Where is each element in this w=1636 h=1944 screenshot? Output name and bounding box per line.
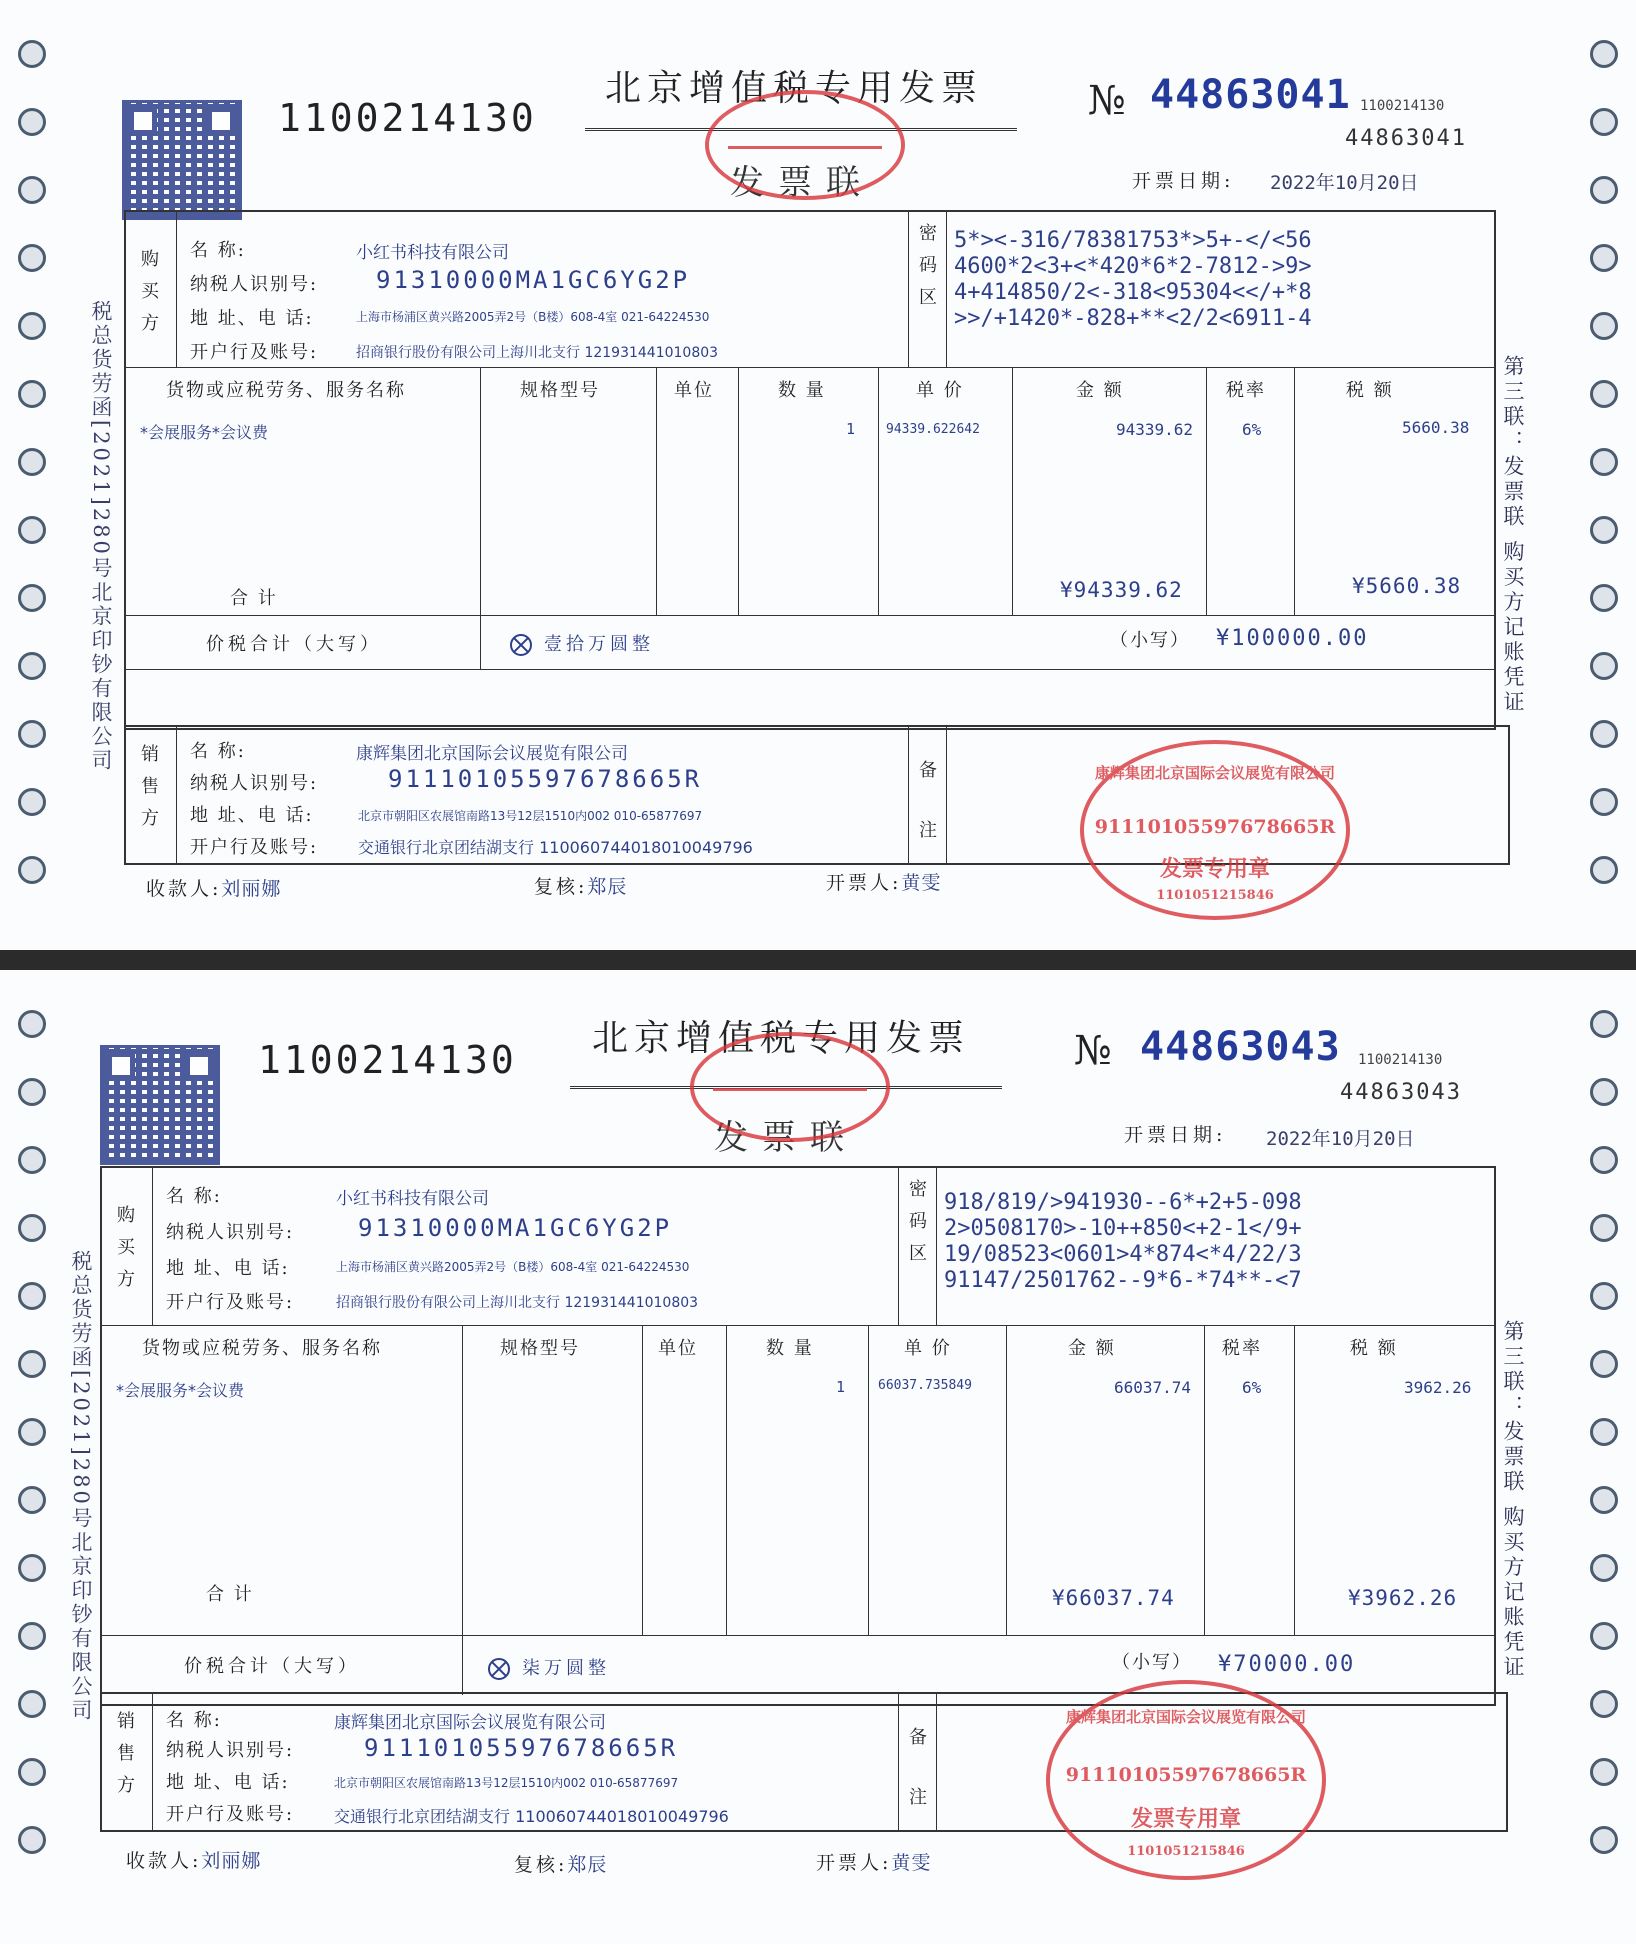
feed-hole-icon [1590,1622,1618,1650]
seller-address: 北京市朝阳区农展馆南路13号12层1510内002 010-65877697 [334,1776,679,1790]
buyer-bank: 招商银行股份有限公司上海川北支行 121931441010803 [356,345,719,361]
total-amount: ¥94339.62 [1060,578,1183,602]
payee: 收款人:刘丽娜 [126,1850,262,1872]
item-qty: 1 [836,1378,846,1396]
feed-hole-icon [1590,244,1618,272]
col-spec: 规格型号 [520,380,600,401]
invoice-1 [0,0,1636,950]
seller-name: 康辉集团北京国际会议展览有限公司 [356,744,628,764]
seal-rule [728,146,882,149]
col-tax: 税 额 [1346,380,1394,401]
issue-date: 2022年10月20日 [1266,1128,1415,1150]
qr-code-icon [122,100,242,220]
feed-hole-icon [18,108,46,136]
feed-hole-icon [1590,1350,1618,1378]
total-tax: ¥5660.38 [1352,574,1462,598]
item-rate: 6% [1242,420,1262,439]
feed-hole-icon [1590,584,1618,612]
seal-text: 911101055976786​65R [1094,816,1336,838]
seller-name: 康辉集团北京国际会议展览有限公司 [334,1713,606,1733]
grand-total-label: 价税合计（大写） [206,634,382,655]
cipher-line: >>/+1420*-828+**<2/2<6911-4 [954,306,1312,331]
item-tax: 5660.38 [1402,418,1470,437]
seal-text: 发票专用章 [1159,856,1270,882]
small-code: 1100214130 [1360,98,1445,114]
seller-tax-id: 911101055976786​65R [364,1734,679,1762]
feed-hole-icon [18,1486,46,1514]
seal-text: 110105121584​6 [1127,1844,1245,1859]
feed-hole-icon [1590,380,1618,408]
issuer: 开票人:黄雯 [826,872,942,894]
feed-hole-icon [18,1690,46,1718]
invoice-subtitle: 发票联 [714,1118,858,1158]
item-name: *会展服务*会议费 [140,423,269,442]
col-rate: 税率 [1222,1338,1262,1359]
seal-text: 发票专用章 [1130,1806,1241,1832]
issuer: 开票人:黄雯 [816,1852,932,1874]
column-rule [1206,367,1207,615]
buyer-taxid-label: 纳税人识别号: [166,1222,295,1243]
col-qty: 数 量 [766,1338,814,1359]
column-rule [946,212,947,367]
feed-hole-icon [18,1826,46,1854]
item-name: *会展服务*会议费 [116,1381,245,1400]
tax-bureau-seal-icon [690,1032,890,1142]
feed-hole-icon [1590,720,1618,748]
cipher-zone [944,1190,1302,1294]
feed-hole-icon [1590,1146,1618,1174]
feed-hole-icon [1590,1418,1618,1446]
buyer-section-label: 购买方 [117,1205,135,1290]
seller-bank-label: 开户行及账号: [190,837,319,858]
column-rule [642,1325,643,1635]
item-amount: 66037.74 [1114,1378,1192,1397]
invoice-code: 1100214130 [278,96,537,140]
column-rule [868,1325,869,1635]
feed-hole-icon [18,1078,46,1106]
footer-label: 开票人: [816,1852,892,1874]
feed-hole-icon [1590,1826,1618,1854]
seller-name-label: 名 称: [190,741,246,762]
feed-hole-icon [18,1282,46,1310]
total-label: 合 计 [206,1584,254,1605]
qr-code-icon [100,1045,220,1165]
small-code: 1100214130 [1358,1052,1443,1068]
column-rule [462,1635,463,1695]
column-rule [480,367,481,615]
seller-section-label: 销售方 [141,744,159,829]
seal-text: 110105121584​6 [1156,888,1274,903]
column-rule [480,615,481,669]
payee: 收款人:刘丽娜 [146,878,282,900]
grand-total-words: 柒万圆整 [488,1654,610,1680]
buyer-address: 上海市杨浦区黄兴路2005弄2号（B楼）608-4室 021-64224530 [336,1260,690,1274]
buyer-taxid-label: 纳税人识别号: [190,274,319,295]
footer-label: 收款人: [146,878,222,900]
feed-hole-icon [1590,1282,1618,1310]
seller-section-label: 销售方 [117,1711,135,1796]
buyer-tax-id: 91310000MA1GC6YG2P [376,266,691,294]
cross-circle-icon [488,1658,510,1680]
col-name: 货物或应税劳务、服务名称 [142,1338,382,1359]
remark-label: 备注 [909,1727,927,1808]
no-mark: № [1074,1028,1112,1074]
buyer-bank: 招商银行股份有限公司上海川北支行 121931441010803 [336,1295,699,1311]
column-rule [878,367,879,615]
feed-hole-icon [18,40,46,68]
seller-bank: 交通银行北京团结湖支行 110060744018010049796 [334,1807,729,1826]
column-rule [462,1325,463,1635]
feed-hole-icon [1590,108,1618,136]
cipher-line: 918/819/>941930--6*+2+5-098 [944,1190,1302,1215]
footer-label: 开票人: [826,872,902,894]
feed-hole-icon [18,1214,46,1242]
footer-label: 复核: [514,1854,568,1876]
row-rule [102,1635,1494,1636]
column-rule [656,367,657,615]
buyer-address-label: 地 址、电 话: [166,1258,290,1279]
cipher-line: 4+414850/2<-318<95304<</+*8 [954,280,1312,305]
column-rule [898,1168,899,1325]
tractor-holes-right [1584,40,1624,910]
col-unit: 单位 [658,1338,698,1359]
seller-taxid-label: 纳税人识别号: [166,1740,295,1761]
printer-note: 税总货劳函[2021]280号北京印钞有限公司 [69,1250,93,1723]
date-label: 开票日期: [1124,1124,1227,1146]
col-price: 单 价 [916,380,964,401]
feed-hole-icon [1590,652,1618,680]
seller-address-label: 地 址、电 话: [190,805,314,826]
feed-hole-icon [1590,1486,1618,1514]
buyer-address: 上海市杨浦区黄兴路2005弄2号（B楼）608-4室 021-64224530 [356,310,710,324]
tax-bureau-seal-icon [705,90,905,200]
buyer-name: 小红书科技有限公司 [356,243,509,263]
col-tax: 税 额 [1350,1338,1398,1359]
column-rule [1204,1325,1205,1635]
column-rule [946,727,947,863]
copy-note: 第三联：发票联 购买方记账凭证 [1501,355,1525,716]
invoice-table [100,1166,1496,1706]
feed-hole-icon [1590,312,1618,340]
feed-hole-icon [18,856,46,884]
col-rate: 税率 [1226,380,1266,401]
feed-hole-icon [18,1622,46,1650]
feed-hole-icon [1590,40,1618,68]
issue-date: 2022年10月20日 [1270,172,1419,194]
seller-bank-label: 开户行及账号: [166,1804,295,1825]
seal-text: 康辉集团北京国际会议展览有限公司 [1094,764,1335,782]
feed-hole-icon [1590,516,1618,544]
column-rule [738,367,739,615]
column-rule [908,212,909,367]
seal-rule [713,1088,867,1091]
item-qty: 1 [846,420,856,438]
tractor-holes-left [12,40,52,910]
item-rate: 6% [1242,1378,1262,1397]
invoice-title: 北京增值税专用发票 [592,1018,971,1059]
item-tax: 3962.26 [1404,1378,1472,1397]
cipher-line: 2>0508170>-10++850<+2-1</9+ [944,1216,1302,1241]
buyer-address-label: 地 址、电 话: [190,308,314,329]
feed-hole-icon [18,1554,46,1582]
feed-hole-icon [18,652,46,680]
grand-total-label: 价税合计（大写） [184,1656,360,1677]
column-rule [908,727,909,863]
cipher-line: 4600*2<3+<*420*6*2-7812->9> [954,254,1312,279]
feed-hole-icon [18,1146,46,1174]
row-rule [126,615,1494,616]
feed-hole-icon [18,1418,46,1446]
tractor-holes-left [12,1010,52,1904]
invoice-number: 44863043 [1140,1024,1341,1070]
seller-tax-id: 911101055976786​65R [388,765,703,793]
feed-hole-icon [18,1350,46,1378]
small-number: 44863041 [1345,126,1467,151]
invoice-subtitle: 发票联 [730,163,874,203]
grand-total-small: ¥100000.00 [1216,626,1369,651]
feed-hole-icon [18,244,46,272]
buyer-tax-id: 91310000MA1GC6YG2P [358,1214,673,1242]
column-rule [1294,1325,1295,1635]
feed-hole-icon [1590,1758,1618,1786]
item-price: 66037.735849 [878,1378,972,1393]
feed-hole-icon [1590,1554,1618,1582]
column-rule [1294,367,1295,615]
row-rule [126,669,1494,670]
cipher-label: 密码区 [919,223,937,308]
grand-total-small: ¥70000.00 [1218,1652,1356,1677]
cross-circle-icon [510,634,532,656]
feed-hole-icon [1590,856,1618,884]
footer-label: 收款人: [126,1850,202,1872]
feed-hole-icon [18,1010,46,1038]
column-rule [898,1694,899,1830]
feed-hole-icon [18,516,46,544]
invoice-seal-icon [1080,740,1350,920]
buyer-bank-label: 开户行及账号: [166,1292,295,1313]
col-price: 单 价 [904,1338,952,1359]
grand-total-words: 壹拾万圆整 [510,630,654,656]
feed-hole-icon [18,584,46,612]
small-number: 44863043 [1340,1080,1462,1105]
invoice-code: 1100214130 [258,1038,517,1082]
buyer-name: 小红书科技有限公司 [336,1189,489,1209]
seller-address: 北京市朝阳区农展馆南路13号12层1510内002 010-65877697 [358,809,703,823]
feed-hole-icon [1590,1078,1618,1106]
total-amount: ¥66037.74 [1052,1586,1175,1610]
seller-bank: 交通银行北京团结湖支行 110060744018010049796 [358,838,753,857]
feed-hole-icon [18,1758,46,1786]
grand-small-label: （小写） [1110,630,1190,651]
feed-hole-icon [1590,1214,1618,1242]
feed-hole-icon [1590,176,1618,204]
printer-note: 税总货劳函[2021]280号北京印钞有限公司 [89,300,113,773]
buyer-name-label: 名 称: [190,240,246,261]
feed-hole-icon [18,312,46,340]
column-rule [936,1168,937,1325]
column-rule [152,1694,153,1830]
column-rule [176,727,177,863]
footer-label: 复核: [534,876,588,898]
reviewer: 复核:郑辰 [534,876,628,898]
date-label: 开票日期: [1132,170,1235,192]
no-mark: № [1088,78,1126,124]
col-qty: 数 量 [778,380,826,401]
col-amount: 金 额 [1076,380,1124,401]
col-amount: 金 额 [1068,1338,1116,1359]
item-price: 94339.622642 [886,422,980,437]
tractor-holes-right [1584,1010,1624,1904]
seller-taxid-label: 纳税人识别号: [190,773,319,794]
grand-small-label: （小写） [1112,1652,1192,1673]
column-rule [1012,367,1013,615]
seal-text: 康辉集团北京国际会议展览有限公司 [1065,1708,1306,1726]
seller-address-label: 地 址、电 话: [166,1772,290,1793]
feed-hole-icon [1590,448,1618,476]
column-rule [176,212,177,367]
feed-hole-icon [18,720,46,748]
seller-name-label: 名 称: [166,1710,222,1731]
feed-hole-icon [18,176,46,204]
invoice-table [124,210,1496,730]
cipher-line: 19/08523<0601>4*874<*4/22/3 [944,1242,1302,1267]
invoice-number: 44863041 [1150,72,1351,118]
seal-text: 911101055976786​65R [1065,1764,1307,1786]
invoice-title: 北京增值税专用发票 [605,68,984,109]
col-unit: 单位 [674,380,714,401]
buyer-section-label: 购买方 [141,249,159,334]
remark-label: 备注 [919,760,937,841]
total-tax: ¥3962.26 [1348,1586,1458,1610]
buyer-name-label: 名 称: [166,1186,222,1207]
sheet-gap [0,950,1636,970]
cipher-line: 5*><-316/78381753*>5+-</<56 [954,228,1312,253]
feed-hole-icon [1590,788,1618,816]
feed-hole-icon [18,788,46,816]
total-label: 合 计 [230,588,278,609]
buyer-bank-label: 开户行及账号: [190,342,319,363]
item-amount: 94339.62 [1116,420,1194,439]
cipher-zone [954,228,1312,332]
column-rule [1006,1325,1007,1635]
column-rule [726,1325,727,1635]
column-rule [936,1694,937,1830]
feed-hole-icon [18,448,46,476]
reviewer: 复核:郑辰 [514,1854,608,1876]
feed-hole-icon [1590,1690,1618,1718]
col-spec: 规格型号 [500,1338,580,1359]
cipher-label: 密码区 [909,1179,927,1264]
col-name: 货物或应税劳务、服务名称 [166,380,406,401]
row-rule [102,1325,1494,1326]
copy-note: 第三联：发票联 购买方记账凭证 [1501,1320,1525,1681]
invoice-seal-icon [1046,1680,1326,1880]
feed-hole-icon [18,380,46,408]
row-rule [126,367,1494,368]
cipher-line: 91147/2501762--9*6-*74**-<7 [944,1268,1302,1293]
column-rule [152,1168,153,1325]
feed-hole-icon [1590,1010,1618,1038]
invoice-2 [0,970,1636,1944]
